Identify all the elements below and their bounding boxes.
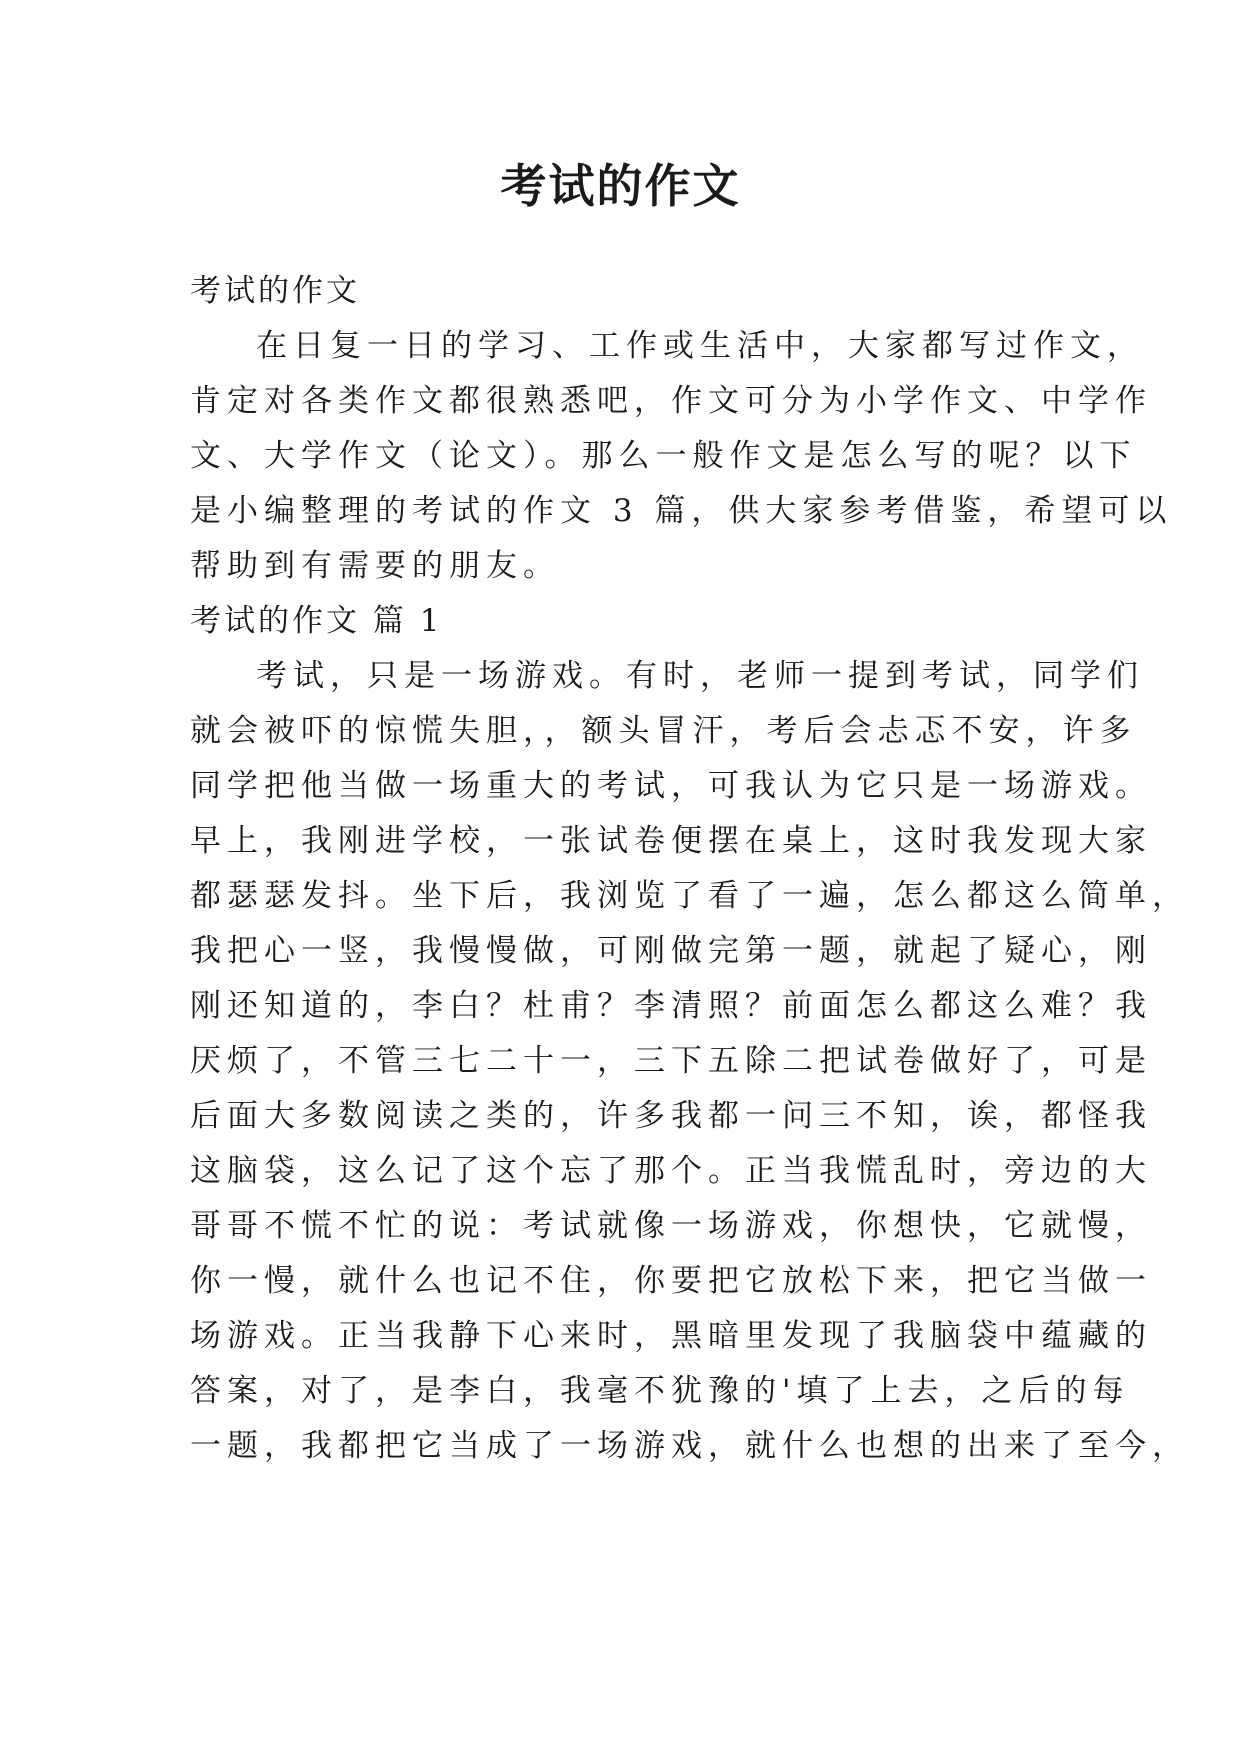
document-title: 考试的作文 xyxy=(500,159,741,213)
essay-line-6: 我把心一竖，我慢慢做，可刚做完第一题，就起了疑心，刚 xyxy=(190,933,1152,969)
intro-line-1: 在日复一日的学习、工作或生活中，大家都写过作文， xyxy=(256,328,1144,364)
intro-line-2: 肯定对各类作文都很熟悉吧，作文可分为小学作文、中学作 xyxy=(190,383,1152,419)
document-subtitle: 考试的作文 xyxy=(190,273,360,309)
essay-line-5: 都瑟瑟发抖。坐下后，我浏览了看了一遍，怎么都这么简单， xyxy=(190,878,1189,914)
intro-line-5: 帮助到有需要的朋友。 xyxy=(190,548,560,584)
essay-line-8: 厌烦了，不管三七二十一，三下五除二把试卷做好了，可是 xyxy=(190,1043,1152,1079)
essay-line-15: 一题，我都把它当成了一场游戏，就什么也想的出来了至今， xyxy=(190,1428,1189,1464)
intro-line-4: 是小编整理的考试的作文 3 篇，供大家参考借鉴，希望可以 xyxy=(190,493,1173,529)
essay-line-4: 早上，我刚进学校，一张试卷便摆在桌上，这时我发现大家 xyxy=(190,823,1152,859)
essay-line-13: 场游戏。正当我静下心来时，黑暗里发现了我脑袋中蕴藏的 xyxy=(190,1318,1152,1354)
essay-line-11: 哥哥不慌不忙的说：考试就像一场游戏，你想快，它就慢， xyxy=(190,1208,1152,1244)
essay-line-9: 后面大多数阅读之类的，许多我都一问三不知，诶，都怪我 xyxy=(190,1098,1152,1134)
essay-line-3: 同学把他当做一场重大的考试，可我认为它只是一场游戏。 xyxy=(190,768,1152,804)
essay-line-14: 答案，对了，是李白，我毫不犹豫的'填了上去，之后的每 xyxy=(190,1373,1130,1409)
essay-line-10: 这脑袋，这么记了这个忘了那个。正当我慌乱时，旁边的大 xyxy=(190,1153,1152,1189)
essay-line-2: 就会被吓的惊慌失胆，，额头冒汗，考后会忐忑不安，许多 xyxy=(190,713,1137,749)
essay-line-1: 考试，只是一场游戏。有时，老师一提到考试，同学们 xyxy=(256,658,1144,694)
section-heading: 考试的作文 篇 1 xyxy=(190,603,443,639)
essay-line-7: 刚还知道的，李白？杜甫？李清照？前面怎么都这么难？我 xyxy=(190,988,1152,1024)
intro-line-3: 文、大学作文（论文）。那么一般作文是怎么写的呢？以下 xyxy=(190,438,1137,474)
essay-line-12: 你一慢，就什么也记不住，你要把它放松下来，把它当做一 xyxy=(190,1263,1152,1299)
